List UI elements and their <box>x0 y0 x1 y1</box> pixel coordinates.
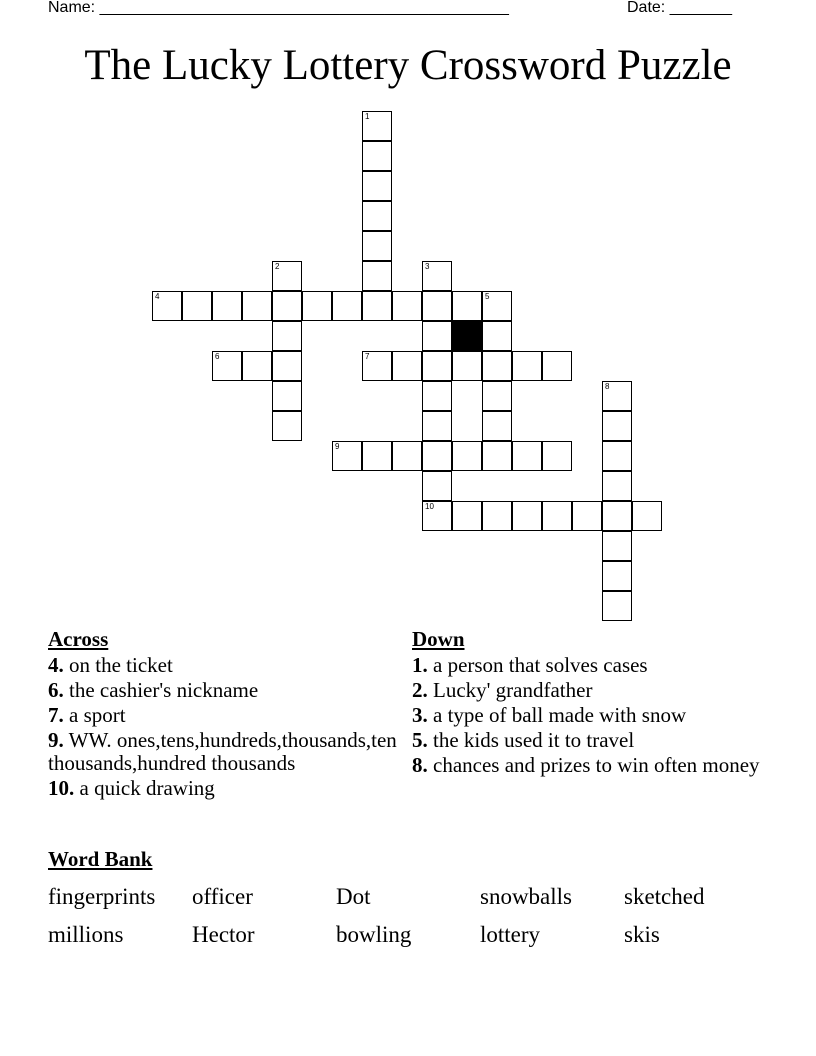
grid-cell[interactable] <box>422 501 452 531</box>
grid-cell[interactable] <box>422 291 452 321</box>
word-bank-word: skis <box>624 922 660 947</box>
clue-text: a sport <box>69 703 126 727</box>
word-bank-word: snowballs <box>480 884 572 909</box>
grid-cell[interactable] <box>272 351 302 381</box>
word-bank-word: lottery <box>480 922 541 947</box>
down-clue-8 <box>412 754 772 777</box>
grid-cell[interactable] <box>452 501 482 531</box>
grid-cell[interactable] <box>272 291 302 321</box>
down-clue-3 <box>412 704 772 727</box>
grid-cell[interactable] <box>482 411 512 441</box>
word-bank-word: fingerprints <box>48 884 156 909</box>
grid-cell[interactable] <box>602 411 632 441</box>
grid-cell[interactable] <box>482 441 512 471</box>
clue-text: on the ticket <box>69 653 173 677</box>
date-field-label: Date: _______ <box>627 0 732 16</box>
grid-cell[interactable] <box>512 351 542 381</box>
grid-cell[interactable] <box>392 291 422 321</box>
clue-number: 9. <box>48 728 64 752</box>
grid-cell[interactable] <box>212 351 242 381</box>
word-bank-title: Word Bank <box>48 847 153 871</box>
word-bank-word: bowling <box>336 922 412 947</box>
grid-cell[interactable] <box>362 441 392 471</box>
grid-cell[interactable] <box>362 171 392 201</box>
clue-number-label: 1 <box>365 112 370 121</box>
clue-text: the cashier's nickname <box>69 678 259 702</box>
grid-cell[interactable] <box>602 531 632 561</box>
page-title: The Lucky Lottery Crossword Puzzle <box>84 42 732 89</box>
word-bank-word: Dot <box>336 884 371 909</box>
word-bank-word: millions <box>48 922 124 947</box>
grid-cell[interactable] <box>272 321 302 351</box>
grid-cell[interactable] <box>332 441 362 471</box>
grid-cell[interactable] <box>332 291 362 321</box>
grid-cell[interactable] <box>482 351 512 381</box>
grid-cell[interactable] <box>482 291 512 321</box>
across-clue-9 <box>48 729 408 775</box>
down-clues <box>412 628 772 779</box>
word-bank-word: Hector <box>192 922 255 947</box>
grid-cell[interactable] <box>182 291 212 321</box>
clue-number-label: 4 <box>155 292 160 301</box>
clue-number-label: 10 <box>425 502 434 511</box>
clue-number-label: 2 <box>275 262 280 271</box>
across-heading: Across <box>48 627 109 651</box>
grid-cell[interactable] <box>302 291 332 321</box>
grid-cell[interactable] <box>422 411 452 441</box>
grid-cell[interactable] <box>542 351 572 381</box>
clue-number-label: 9 <box>335 442 340 451</box>
grid-cell[interactable] <box>422 441 452 471</box>
clue-text: WW. ones,tens,hundreds,thousands,ten thousands,hundred thousands <box>48 728 397 775</box>
grid-cell[interactable] <box>392 351 422 381</box>
grid-cell[interactable] <box>362 141 392 171</box>
across-clues <box>48 628 408 802</box>
clue-number: 1. <box>412 653 428 677</box>
grid-cell[interactable] <box>392 441 422 471</box>
down-heading: Down <box>412 627 465 651</box>
grid-cell[interactable] <box>512 441 542 471</box>
word-bank-word: sketched <box>624 884 705 909</box>
clue-number: 3. <box>412 703 428 727</box>
blocked-cell <box>452 321 482 351</box>
grid-cell[interactable] <box>422 471 452 501</box>
grid-cell[interactable] <box>452 351 482 381</box>
clue-number: 6. <box>48 678 64 702</box>
grid-cell[interactable] <box>602 471 632 501</box>
clue-text: chances and prizes to win often money <box>433 753 760 777</box>
clue-number-label: 7 <box>365 352 370 361</box>
clue-text: the kids used it to travel <box>433 728 635 752</box>
grid-cell[interactable] <box>362 231 392 261</box>
grid-cell[interactable] <box>452 291 482 321</box>
grid-cell[interactable] <box>422 321 452 351</box>
across-clue-7 <box>48 704 408 727</box>
grid-cell[interactable] <box>272 381 302 411</box>
clue-number: 4. <box>48 653 64 677</box>
grid-cell[interactable] <box>482 501 512 531</box>
grid-cell[interactable] <box>242 291 272 321</box>
clue-text: a person that solves cases <box>433 653 648 677</box>
clue-number: 5. <box>412 728 428 752</box>
grid-cell[interactable] <box>362 261 392 291</box>
grid-cell[interactable] <box>572 501 602 531</box>
grid-cell[interactable] <box>422 351 452 381</box>
grid-cell[interactable] <box>272 261 302 291</box>
clue-number: 10. <box>48 776 75 800</box>
clue-number-label: 5 <box>485 292 490 301</box>
grid-cell[interactable] <box>542 441 572 471</box>
clue-number: 7. <box>48 703 64 727</box>
across-clue-6 <box>48 679 408 702</box>
clue-number-label: 8 <box>605 382 610 391</box>
down-clue-5 <box>412 729 772 752</box>
grid-cell[interactable] <box>602 591 632 621</box>
grid-cell[interactable] <box>212 291 242 321</box>
clue-text: a quick drawing <box>79 776 215 800</box>
clue-number-label: 6 <box>215 352 220 361</box>
grid-cell[interactable] <box>542 501 572 531</box>
word-bank-word: officer <box>192 884 253 909</box>
clue-number: 2. <box>412 678 428 702</box>
grid-cell[interactable] <box>362 111 392 141</box>
grid-cell[interactable] <box>452 441 482 471</box>
grid-cell[interactable] <box>272 411 302 441</box>
grid-cell[interactable] <box>362 351 392 381</box>
grid-cell[interactable] <box>152 291 182 321</box>
grid-cell[interactable] <box>482 321 512 351</box>
grid-cell[interactable] <box>482 381 512 411</box>
down-clue-1 <box>412 654 772 677</box>
grid-cell[interactable] <box>362 201 392 231</box>
across-clue-10 <box>48 777 408 800</box>
clue-number-label: 3 <box>425 262 430 271</box>
grid-cell[interactable] <box>362 291 392 321</box>
grid-cell[interactable] <box>602 561 632 591</box>
grid-cell[interactable] <box>512 501 542 531</box>
across-clue-4 <box>48 654 408 677</box>
grid-cell[interactable] <box>422 381 452 411</box>
grid-cell[interactable] <box>242 351 272 381</box>
grid-cell[interactable] <box>602 501 632 531</box>
grid-cell[interactable] <box>602 381 632 411</box>
clue-number: 8. <box>412 753 428 777</box>
grid-cell[interactable] <box>632 501 662 531</box>
name-field-label: Name: ______________________________________________ <box>48 0 509 16</box>
clue-text: a type of ball made with snow <box>433 703 687 727</box>
grid-cell[interactable] <box>602 441 632 471</box>
down-clue-2 <box>412 679 772 702</box>
clue-text: Lucky' grandfather <box>433 678 593 702</box>
grid-cell[interactable] <box>422 261 452 291</box>
